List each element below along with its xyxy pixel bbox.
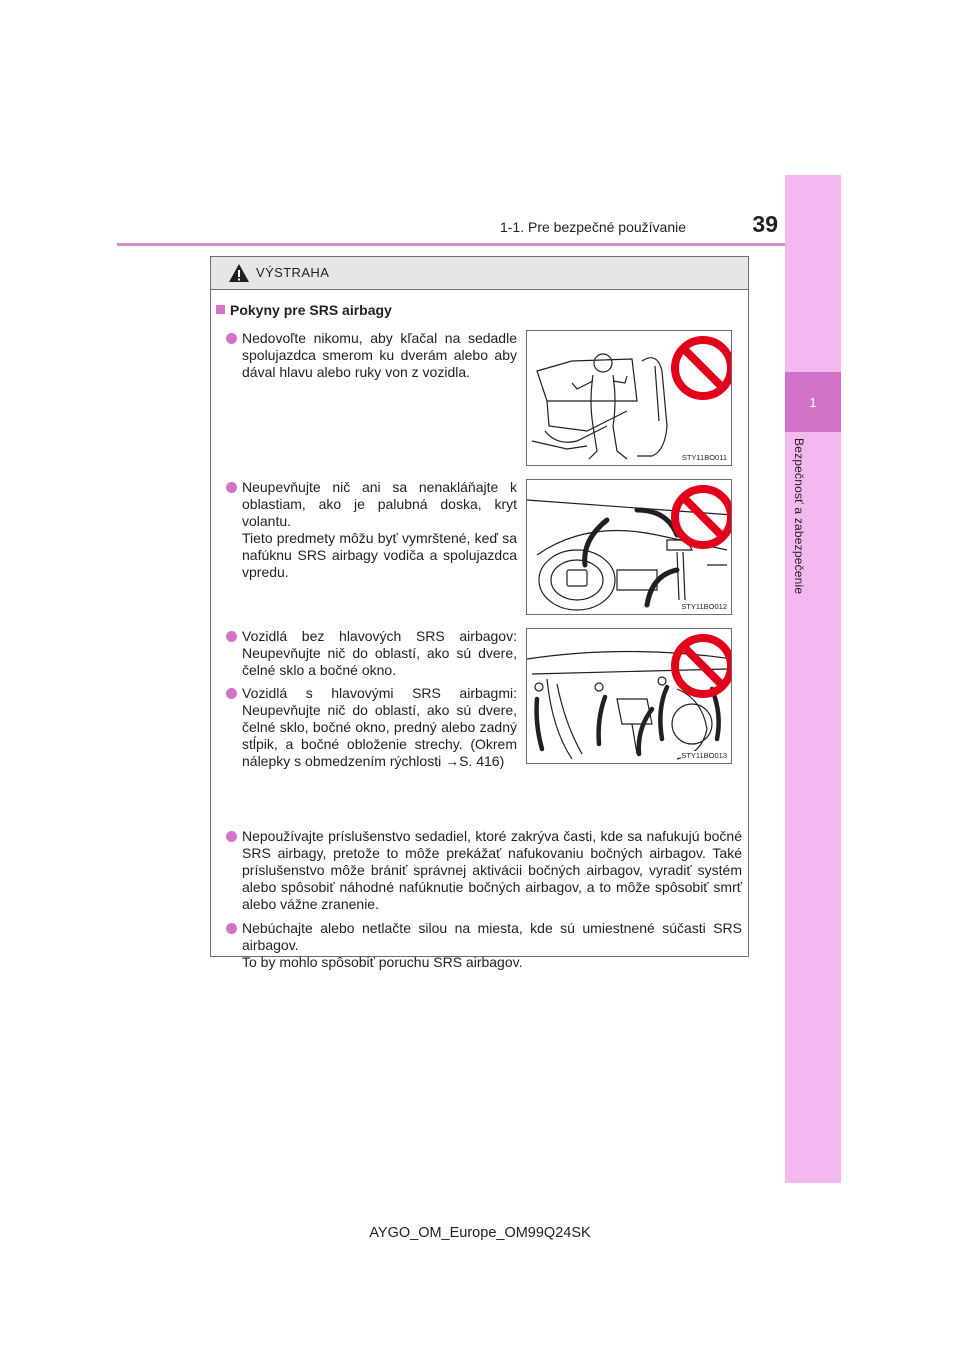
warning-triangle-icon <box>228 263 250 283</box>
illustration-code: STY11BO012 <box>681 602 727 611</box>
bullet-dot-icon <box>226 831 237 842</box>
chapter-number-tab[interactable] <box>785 372 841 432</box>
illustration-kneeling-passenger <box>526 330 732 466</box>
footer-document-code: AYGO_OM_Europe_OM99Q24SK <box>369 1225 591 1241</box>
section-title-text: Pokyny pre SRS airbagy <box>230 302 392 318</box>
list-item <box>242 330 517 381</box>
warning-header <box>211 257 748 290</box>
bullet-dot-icon <box>226 482 237 493</box>
page-number: 39 <box>752 211 778 237</box>
list-item-text: Vozidlá s hlavovými SRS airbagmi: Neupevňujte nič do oblastí, ako sú dvere, čelné sklo, bočné okno, predný alebo zadný stĺpik, a bočné obloženie strechy. (Okrem nálepky s obmedzením rýchlosti →S. 416) <box>242 685 517 769</box>
list-item-text: Nepoužívajte príslušenstvo sedadiel, ktoré zakrýva časti, kde sa nafukujú bočné SRS airbagy, pretože to môže prekážať nafukovaniu bočných airbagov. Také príslušenstvo môže brániť správnej aktivácii bočných airbagov, vyradiť systém alebo spôsobiť náhodné nafúknutie bočných airbagov, a to môže spôsobiť smrť alebo vážne zranenie. <box>242 828 742 912</box>
chapter-side-tab <box>785 175 841 1183</box>
section-title <box>216 302 392 318</box>
header-rule <box>117 243 785 246</box>
illustration-code: STY11BO011 <box>681 453 727 462</box>
square-bullet-icon <box>216 305 225 314</box>
list-item-text-continued: To by mohlo spôsobiť poruchu SRS airbagov. <box>242 954 523 970</box>
list-item-text-continued: Tieto predmety môžu byť vymrštené, keď sa nafúknu SRS airbagy vodiča a spolujazdca vpredu. <box>242 530 517 580</box>
illustration-dashboard <box>526 479 732 615</box>
bullet-dot-icon <box>226 923 237 934</box>
bullet-dot-icon <box>226 333 237 344</box>
dashboard-drawing <box>527 480 732 615</box>
kneeling-passenger-drawing <box>527 331 732 466</box>
warning-title: VÝSTRAHA <box>256 265 330 280</box>
list-item <box>242 628 517 679</box>
section-heading: 1-1. Pre bezpečné používanie <box>499 219 686 235</box>
list-item <box>242 828 742 913</box>
list-item-text: Vozidlá bez hlavových SRS airbagov: Neupevňujte nič do oblastí, ako sú dvere, čelné sklo a bočné okno. <box>242 628 517 678</box>
list-item <box>242 479 517 581</box>
warning-box <box>210 256 749 970</box>
list-item <box>242 685 517 770</box>
list-item-text: Nebúchajte alebo netlačte silou na miesta, kde sú umiestnené súčasti SRS airbagov. <box>242 920 742 953</box>
list-item-text: Neupevňujte nič ani sa nenakláňajte k oblastiam, ako je palubná doska, kryt volantu. <box>242 479 517 529</box>
bullet-dot-icon <box>226 631 237 642</box>
illustration-code: STY11BO013 <box>681 751 727 760</box>
chapter-number: 1 <box>809 394 817 410</box>
chapter-title: Bezpečnosť a zabezpečenie <box>792 438 806 595</box>
list-item-text: Nedovoľte nikomu, aby kľačal na sedadle spolujazdca smerom ku dverám alebo aby dával hlavu alebo ruky von z vozidla. <box>242 330 517 380</box>
illustration-pillars-roof <box>526 628 732 764</box>
bullet-dot-icon <box>226 688 237 699</box>
list-item <box>242 920 742 971</box>
pillars-roof-drawing <box>527 629 732 764</box>
